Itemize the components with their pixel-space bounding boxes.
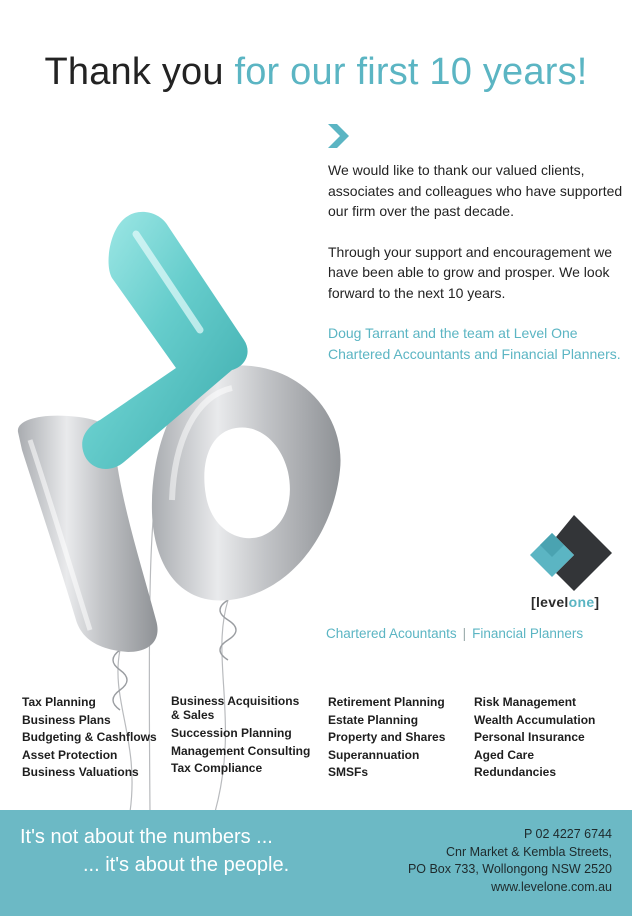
service-item: Redundancies [474, 765, 557, 779]
service-item: Aged Care [474, 747, 535, 762]
footer-banner [0, 810, 632, 916]
service-item: Retirement Planning [328, 695, 445, 709]
footer-website-link[interactable]: www.levelone.com.au [491, 879, 612, 894]
logo-word-one: one [568, 594, 595, 610]
logo-bracket-close: ] [594, 594, 600, 610]
service-item: Management Consulting [171, 743, 311, 758]
services-column-1 [22, 694, 157, 782]
level-one-logo-mark [530, 515, 612, 591]
message-signature: Doug Tarrant and the team at Level One Chartered Accountants and Financial Planners. [328, 325, 621, 362]
service-item: Budgeting & Cashflows [22, 730, 157, 744]
thank-you-message [328, 160, 628, 364]
service-item: Property and Shares [328, 730, 446, 744]
service-item: Tax Planning [22, 695, 96, 709]
service-item: Personal Insurance [474, 730, 585, 744]
footer-slogan-line-2: ... it's about the people. [83, 854, 290, 876]
services-column-4 [474, 694, 595, 782]
message-paragraph-1: We would like to thank our valued clients, associates and colleagues who have supported our firm over the past decade. [328, 162, 623, 219]
service-item: Estate Planning [328, 712, 419, 727]
service-item: Business Plans [22, 712, 111, 727]
service-item: Business Acquisitions & Sales [171, 694, 300, 722]
footer-address-line-1: Cnr Market & Kembla Streets, [445, 844, 612, 859]
service-item: Business Valuations [22, 765, 139, 779]
footer-address-line-2: PO Box 733, Wollongong NSW 2520 [407, 862, 612, 876]
services-column-2 [171, 694, 311, 778]
headline [0, 50, 632, 94]
footer-phone: P 02 4227 6744 [523, 827, 612, 841]
chevron-right-icon [328, 124, 350, 148]
headline-thank-you: Thank you [44, 51, 224, 93]
service-item: Wealth Accumulation [474, 712, 596, 727]
headline-first-ten-years: for our first 10 years! [234, 51, 588, 93]
tagline-separator: | [462, 626, 467, 641]
services-tagline [326, 626, 583, 641]
logo-bracket-open: [ [531, 594, 536, 610]
services-column-3 [328, 694, 445, 782]
footer-contact-details [408, 826, 612, 896]
service-item: Succession Planning [171, 726, 292, 740]
service-item: Superannuation [328, 747, 420, 762]
footer-slogan-line-1: It's not about the numbers ... [20, 826, 273, 848]
message-paragraph-2: Through your support and encouragement we have been able to grow and prosper. We look forward to the next 10 years. [328, 243, 613, 301]
service-item: Tax Compliance [171, 761, 263, 775]
service-item: Risk Management [474, 695, 577, 709]
logo-word-level: level [535, 594, 569, 610]
tagline-financial-planners: Financial Planners [472, 626, 584, 641]
service-item: SMSFs [328, 765, 369, 779]
service-item: Asset Protection [22, 747, 118, 762]
tagline-chartered-accountants: Chartered Acountants [326, 626, 457, 641]
level-one-logo-wordmark [531, 594, 611, 610]
